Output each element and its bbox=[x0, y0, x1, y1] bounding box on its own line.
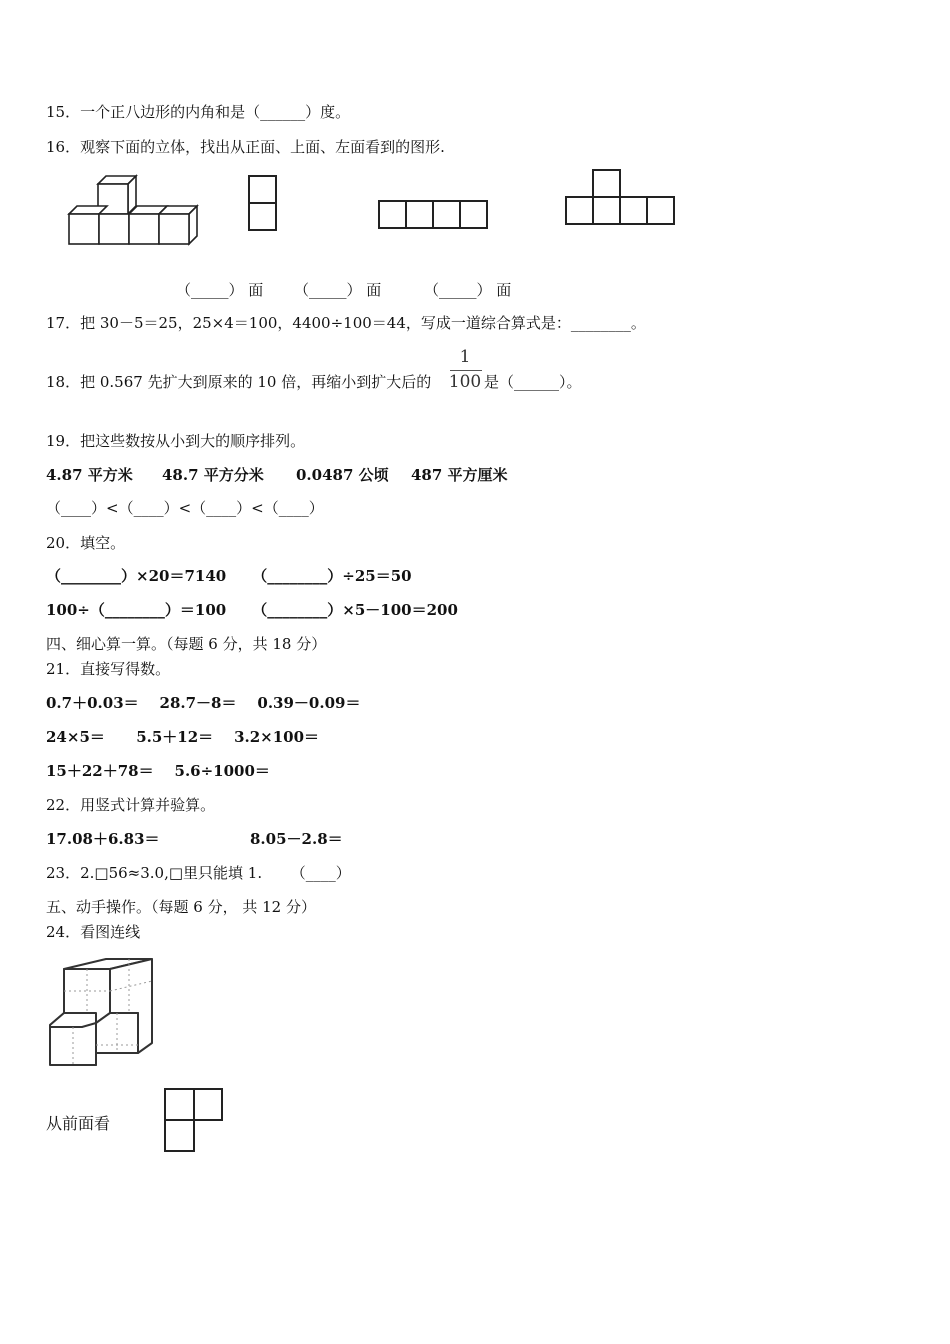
front-view-label: 从前面看 bbox=[46, 1114, 111, 1133]
section-4-heading: 四、细心算一算。（每题 6 分，共 18 分） bbox=[46, 635, 327, 653]
q19-item-4: 487 平方厘米 bbox=[411, 466, 508, 484]
view-caption-1: （_____） 面 bbox=[176, 281, 264, 299]
view-t-shape bbox=[563, 166, 679, 228]
q24-front-view-shape bbox=[162, 1086, 226, 1154]
question-19: 19．把这些数按从小到大的顺序排列。 bbox=[46, 432, 306, 450]
q20-row-2: 100÷（________）＝100 （________）×5－100＝200 bbox=[46, 601, 458, 619]
q21-row-3: 15＋22＋78＝ 5.6÷1000＝ bbox=[46, 762, 270, 780]
q19-item-3: 0.0487 公顷 bbox=[296, 466, 389, 484]
cube-stack-figure bbox=[62, 172, 207, 252]
question-15: 15．一个正八边形的内角和是（______）度。 bbox=[46, 103, 351, 121]
fraction-numerator: 1 bbox=[459, 347, 471, 367]
question-22: 22．用竖式计算并验算。 bbox=[46, 796, 216, 814]
section-5-heading: 五、动手操作。（每题 6 分， 共 12 分） bbox=[46, 898, 316, 916]
question-18-suffix: 是（______）。 bbox=[484, 373, 582, 391]
fraction-denominator: 100 bbox=[448, 372, 482, 392]
q21-row-1: 0.7＋0.03＝ 28.7－8＝ 0.39－0.09＝ bbox=[46, 694, 361, 712]
q21-row-2: 24×5＝ 5.5＋12＝ 3.2×100＝ bbox=[46, 728, 320, 746]
q19-item-1: 4.87 平方米 bbox=[46, 466, 133, 484]
question-24: 24．看图连线 bbox=[46, 923, 141, 941]
view-row-four bbox=[376, 198, 492, 232]
question-21: 21．直接写得数。 bbox=[46, 660, 171, 678]
question-18-prefix: 18．把 0.567 先扩大到原来的 10 倍，再缩小到扩大后的 bbox=[46, 373, 432, 391]
q22-problem-a: 17.08＋6.83＝ bbox=[46, 830, 160, 848]
fraction-bar bbox=[450, 370, 482, 371]
question-23: 23．2.□56≈3.0,□里只能填 1. （____） bbox=[46, 864, 351, 882]
q19-item-2: 48.7 平方分米 bbox=[162, 466, 264, 484]
question-17: 17．把 30－5＝25，25×4＝100，4400÷100＝44，写成一道综合算式是：________。 bbox=[46, 314, 646, 332]
q22-problem-b: 8.05－2.8＝ bbox=[250, 830, 343, 848]
view-caption-3: （_____） 面 bbox=[424, 281, 512, 299]
q20-row-1: （________）×20＝7140 （________）÷25＝50 bbox=[46, 567, 412, 585]
q19-order-line: （____）<（____）<（____）<（____） bbox=[46, 499, 324, 517]
view-vertical-two bbox=[246, 174, 280, 234]
question-16: 16．观察下面的立体，找出从正面、上面、左面看到的图形. bbox=[46, 138, 445, 156]
view-caption-2: （_____） 面 bbox=[294, 281, 382, 299]
q24-solid-figure bbox=[44, 955, 159, 1070]
question-20: 20．填空。 bbox=[46, 534, 126, 552]
